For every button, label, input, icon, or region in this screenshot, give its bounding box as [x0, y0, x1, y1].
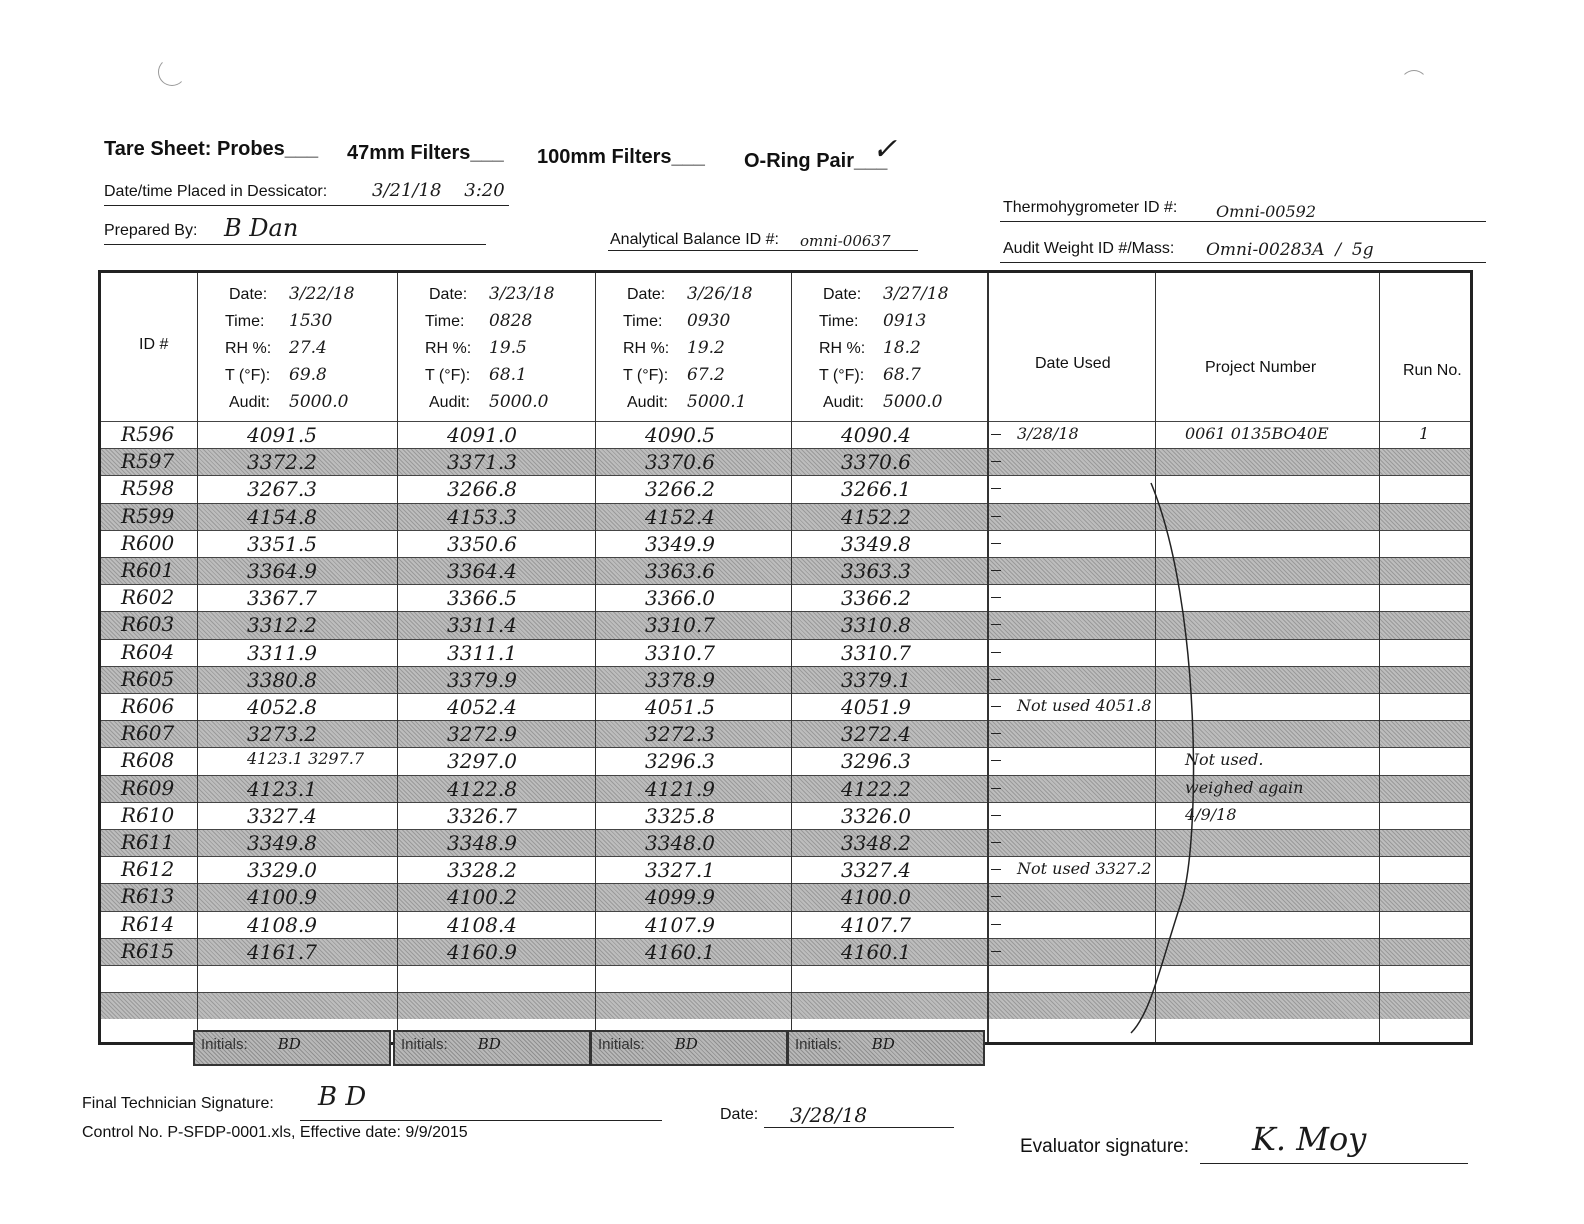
session-audit-value: 5000.0 [289, 392, 349, 412]
row-divider [101, 666, 1470, 667]
row-id: R615 [121, 938, 175, 963]
initials-label: Initials: [598, 1036, 645, 1053]
weight-cell: 4107.9 [645, 912, 715, 937]
initials-box [590, 1030, 788, 1066]
session-rh-value: 19.2 [687, 338, 725, 358]
prepared-by-label: Prepared By: [104, 222, 198, 239]
session-time-value: 0930 [687, 311, 731, 331]
tick-mark [991, 624, 1001, 625]
session-field-label: Audit: [429, 394, 470, 411]
weight-cell: 3366.0 [645, 586, 715, 611]
weight-cell: 3363.6 [645, 559, 715, 583]
thermo-underline [1000, 221, 1486, 222]
row-divider [101, 503, 1470, 504]
session-rh-value: 18.2 [883, 338, 921, 358]
tick-mark [991, 951, 1001, 952]
filters-100mm: 100mm Filters___ [537, 146, 705, 168]
row-id: R605 [121, 666, 175, 691]
row-id: R610 [121, 802, 175, 827]
session-rh-value: 27.4 [289, 338, 327, 358]
row-id: R599 [121, 503, 175, 528]
weight-cell: 4154.8 [247, 504, 317, 529]
session-t-value: 67.2 [687, 365, 725, 385]
row-divider [101, 475, 1470, 476]
date-placed-value: 3/21/18 3:20 [372, 180, 505, 201]
evaluator-signature: K. Moy [1252, 1120, 1367, 1158]
weight-cell: 3370.6 [841, 450, 911, 475]
row-divider [101, 911, 1470, 912]
weight-cell: 3310.8 [841, 613, 911, 638]
weight-cell: 4108.4 [447, 912, 517, 937]
initials-value: BD [477, 1035, 501, 1053]
weight-cell: 4100.0 [841, 885, 911, 910]
session-date-value: 3/27/18 [883, 284, 949, 304]
tick-mark [991, 652, 1001, 653]
row-id: R608 [121, 748, 175, 773]
weight-cell: 3366.5 [447, 586, 517, 611]
weight-cell: 4152.2 [841, 504, 911, 529]
tick-mark [991, 570, 1001, 571]
session-field-label: Audit: [229, 394, 270, 411]
tick-mark [991, 488, 1001, 489]
weight-cell: 3364.9 [247, 559, 317, 583]
project-number-cell: 0061 0135BO40E [1185, 424, 1329, 443]
thermo-value: Omni-00592 [1216, 202, 1317, 221]
row-id: R611 [121, 830, 175, 854]
initials-value: BD [871, 1035, 895, 1053]
weight-cell: 3379.9 [447, 667, 517, 692]
tick-mark [991, 543, 1001, 544]
tare-table [98, 270, 1473, 1045]
session-field-label: Time: [225, 313, 265, 330]
session-audit-value: 5000.0 [883, 392, 943, 412]
session-field-label: Time: [623, 313, 663, 330]
evaluator-signature-line [1200, 1163, 1468, 1164]
session-field-label: Audit: [823, 394, 864, 411]
tech-signature-label: Final Technician Signature: [82, 1095, 274, 1112]
punch-hole-left [158, 58, 186, 86]
weight-cell: 4108.9 [247, 912, 317, 937]
weight-cell: 3366.2 [841, 586, 911, 611]
project-number-header: Project Number [1205, 359, 1317, 376]
weight-cell: 3348.2 [841, 831, 911, 855]
date-placed-underline [104, 205, 509, 206]
session-date-value: 3/23/18 [489, 284, 555, 304]
initials-value: BD [277, 1035, 301, 1053]
session-t-value: 69.8 [289, 365, 327, 385]
row-id: R603 [121, 612, 175, 637]
row-id: R613 [121, 884, 175, 909]
col-divider [197, 273, 198, 1042]
tick-mark [991, 733, 1001, 734]
weight-cell: 3364.4 [447, 559, 517, 583]
tick-mark [991, 516, 1001, 517]
weight-cell: 3350.6 [447, 531, 517, 556]
weight-cell: 4160.1 [645, 939, 715, 964]
row-id: R596 [121, 422, 175, 446]
footer-date-value: 3/28/18 [790, 1103, 868, 1127]
session-field-label: T (°F): [225, 367, 271, 384]
row-divider [101, 965, 1470, 966]
session-field-label: RH %: [819, 340, 866, 357]
row-shading [101, 992, 1470, 1019]
row-id: R600 [121, 530, 175, 555]
weight-cell: 3310.7 [645, 613, 715, 638]
row-divider [101, 448, 1470, 449]
row-divider [101, 584, 1470, 585]
weight-cell: 3371.3 [447, 450, 517, 475]
weight-cell: 3348.9 [447, 831, 517, 855]
prepared-by-value: B Dan [224, 214, 299, 242]
initials-label: Initials: [795, 1036, 842, 1053]
session-t-value: 68.1 [489, 365, 527, 385]
session-t-value: 68.7 [883, 365, 921, 385]
weight-cell: 4161.7 [247, 939, 317, 964]
row-id: R612 [121, 857, 175, 882]
weight-cell: 3297.0 [447, 749, 517, 774]
weight-cell: 3328.2 [447, 858, 517, 883]
weight-cell: 3267.3 [247, 477, 317, 502]
tick-mark [991, 434, 1001, 435]
row-divider [101, 693, 1470, 694]
row-divider [101, 829, 1470, 830]
punch-hole-right [1400, 70, 1428, 98]
row-id: R602 [121, 585, 175, 610]
balance-value: omni-00637 [800, 232, 891, 250]
project-number-cell: 4/9/18 [1185, 804, 1237, 824]
weight-cell: 3326.7 [447, 803, 517, 828]
evaluator-label: Evaluator signature: [1020, 1136, 1189, 1157]
weight-cell: 3380.8 [247, 667, 317, 692]
weight-cell: 3310.7 [841, 640, 911, 665]
tick-mark [991, 842, 1001, 843]
col-divider [791, 273, 792, 1042]
date-used-header: Date Used [1035, 355, 1111, 372]
col-divider [397, 273, 398, 1042]
initials-box [393, 1030, 591, 1066]
run-no-header: Run No. [1403, 362, 1462, 379]
weight-cell: 3266.8 [447, 477, 517, 502]
session-date-value: 3/26/18 [687, 284, 753, 304]
row-divider [101, 557, 1470, 558]
weight-cell: 3349.8 [247, 831, 317, 855]
weight-cell: 4123.1 [247, 776, 317, 801]
project-number-cell: weighed again [1185, 777, 1304, 797]
row-id: R607 [121, 721, 175, 746]
weight-cell: 4091.5 [247, 423, 317, 447]
weight-cell: 3327.4 [841, 858, 911, 883]
weight-cell: 4122.2 [841, 776, 911, 801]
date-placed-label: Date/time Placed in Dessicator: [104, 183, 328, 200]
weight-cell: 3351.5 [247, 531, 317, 556]
o-ring-checkmark: ✓ [872, 132, 898, 167]
row-divider [101, 883, 1470, 884]
row-divider [101, 992, 1470, 993]
col-divider [595, 273, 596, 1042]
date-used-cell: Not used 4051.8 [1017, 696, 1152, 715]
initials-box [787, 1030, 985, 1066]
bracket-mark [1121, 483, 1241, 1043]
session-field-label: Time: [425, 313, 465, 330]
audit-weight-value: Omni-00283A / 5g [1206, 240, 1374, 260]
weight-cell: 3311.4 [447, 613, 517, 638]
weight-cell: 3272.4 [841, 722, 911, 747]
weight-cell: 4090.5 [645, 423, 715, 447]
weight-cell: 4152.4 [645, 504, 715, 529]
weight-cell: 3367.7 [247, 586, 317, 611]
session-audit-value: 5000.0 [489, 392, 549, 412]
weight-cell: 3296.3 [841, 749, 911, 774]
weight-cell: 4122.8 [447, 776, 517, 801]
session-field-label: Date: [429, 286, 468, 303]
run-number-cell: 1 [1419, 424, 1430, 443]
weight-cell: 3379.1 [841, 667, 911, 692]
row-divider [101, 530, 1470, 531]
row-id: R597 [121, 449, 175, 474]
initials-label: Initials: [201, 1036, 248, 1053]
session-field-label: RH %: [425, 340, 472, 357]
session-field-label: Audit: [627, 394, 668, 411]
weight-cell: 3266.1 [841, 477, 911, 502]
weight-cell: 4099.9 [645, 885, 715, 910]
footer-date-label: Date: [720, 1106, 759, 1123]
weight-cell: 3349.8 [841, 531, 911, 556]
session-rh-value: 19.5 [489, 338, 527, 358]
row-id: R614 [121, 911, 175, 936]
date-used-cell: Not used 3327.2 [1017, 859, 1152, 879]
weight-cell: 3312.2 [247, 613, 317, 638]
session-time-value: 1530 [289, 311, 333, 331]
project-number-cell: Not used. [1185, 750, 1264, 770]
tech-signature: B D [318, 1082, 367, 1112]
row-id: R604 [121, 639, 175, 664]
tick-mark [991, 679, 1001, 680]
row-divider [101, 747, 1470, 748]
weight-cell: 3272.9 [447, 722, 517, 747]
weight-cell: 3372.2 [247, 450, 317, 475]
tick-mark [991, 924, 1001, 925]
tick-mark [991, 788, 1001, 789]
prepared-by-underline [104, 244, 486, 245]
row-id: R598 [121, 476, 175, 501]
session-field-label: T (°F): [623, 367, 669, 384]
row-id: R606 [121, 694, 175, 718]
col-divider [987, 273, 989, 1042]
weight-cell: 4100.9 [247, 885, 317, 910]
session-field-label: Date: [229, 286, 268, 303]
weight-cell: 4160.1 [841, 939, 911, 964]
date-used-cell: 3/28/18 [1017, 424, 1079, 443]
weight-cell: 4121.9 [645, 776, 715, 801]
initials-value: BD [674, 1035, 698, 1053]
weight-cell: 4052.8 [247, 695, 317, 719]
weight-cell: 3310.7 [645, 640, 715, 665]
filters-47mm: 47mm Filters___ [347, 142, 504, 164]
weight-cell: 4090.4 [841, 423, 911, 447]
session-field-label: RH %: [225, 340, 272, 357]
weight-cell: 3326.0 [841, 803, 911, 828]
row-divider [101, 611, 1470, 612]
session-field-label: RH %: [623, 340, 670, 357]
weight-cell: 4051.5 [645, 695, 715, 719]
weight-cell: 3311.1 [447, 640, 517, 665]
weight-cell: 4051.9 [841, 695, 911, 719]
tech-signature-line [300, 1120, 662, 1121]
weight-cell: 3325.8 [645, 803, 715, 828]
session-time-value: 0828 [489, 311, 533, 331]
audit-weight-label: Audit Weight ID #/Mass: [1003, 240, 1175, 257]
session-date-value: 3/22/18 [289, 284, 355, 304]
audit-weight-underline [1000, 262, 1486, 263]
tick-mark [991, 597, 1001, 598]
session-field-label: Date: [823, 286, 862, 303]
control-number: Control No. P-SFDP-0001.xls, Effective date: 9/9/2015 [82, 1124, 468, 1141]
session-field-label: Time: [819, 313, 859, 330]
o-ring-pair: O-Ring Pair___ [744, 150, 888, 172]
weight-cell: 3266.2 [645, 477, 715, 502]
weight-cell: 3327.1 [645, 858, 715, 883]
balance-label: Analytical Balance ID #: [610, 231, 779, 248]
initials-box [193, 1030, 391, 1066]
tick-mark [991, 461, 1001, 462]
session-field-label: Date: [627, 286, 666, 303]
weight-cell: 3378.9 [645, 667, 715, 692]
row-divider [101, 775, 1470, 776]
weight-cell: 3273.2 [247, 722, 317, 747]
weight-cell: 3296.3 [645, 749, 715, 774]
weight-cell: 3348.0 [645, 831, 715, 855]
footer-date-line [764, 1127, 954, 1128]
session-audit-value: 5000.1 [687, 392, 747, 412]
session-time-value: 0913 [883, 311, 927, 331]
row-divider [101, 938, 1470, 939]
id-header: ID # [139, 336, 169, 353]
weight-cell: 3272.3 [645, 722, 715, 747]
weight-cell: 4160.9 [447, 939, 517, 964]
weight-cell: 3363.3 [841, 559, 911, 583]
row-divider [101, 856, 1470, 857]
weight-cell: 4123.1 3297.7 [247, 749, 365, 769]
tick-mark [991, 760, 1001, 761]
tick-mark [991, 896, 1001, 897]
row-id: R609 [121, 775, 175, 800]
weight-cell: 4100.2 [447, 885, 517, 910]
weight-cell: 3349.9 [645, 531, 715, 556]
session-field-label: T (°F): [819, 367, 865, 384]
row-divider [101, 802, 1470, 803]
balance-underline [608, 250, 918, 251]
weight-cell: 3370.6 [645, 450, 715, 475]
session-field-label: T (°F): [425, 367, 471, 384]
weight-cell: 3311.9 [247, 640, 317, 665]
row-divider [101, 720, 1470, 721]
weight-cell: 4153.3 [447, 504, 517, 529]
row-divider [101, 421, 1470, 422]
weight-cell: 4107.7 [841, 912, 911, 937]
weight-cell: 3329.0 [247, 858, 317, 883]
weight-cell: 4091.0 [447, 423, 517, 447]
thermo-label: Thermohygrometer ID #: [1003, 199, 1178, 216]
row-divider [101, 639, 1470, 640]
weight-cell: 3327.4 [247, 803, 317, 828]
initials-label: Initials: [401, 1036, 448, 1053]
col-divider [1379, 273, 1380, 1042]
weight-cell: 4052.4 [447, 695, 517, 719]
tare-sheet-probes: Tare Sheet: Probes___ [104, 138, 319, 160]
row-id: R601 [121, 558, 175, 582]
tick-mark [991, 815, 1001, 816]
tick-mark [991, 706, 1001, 707]
tick-mark [991, 869, 1001, 870]
